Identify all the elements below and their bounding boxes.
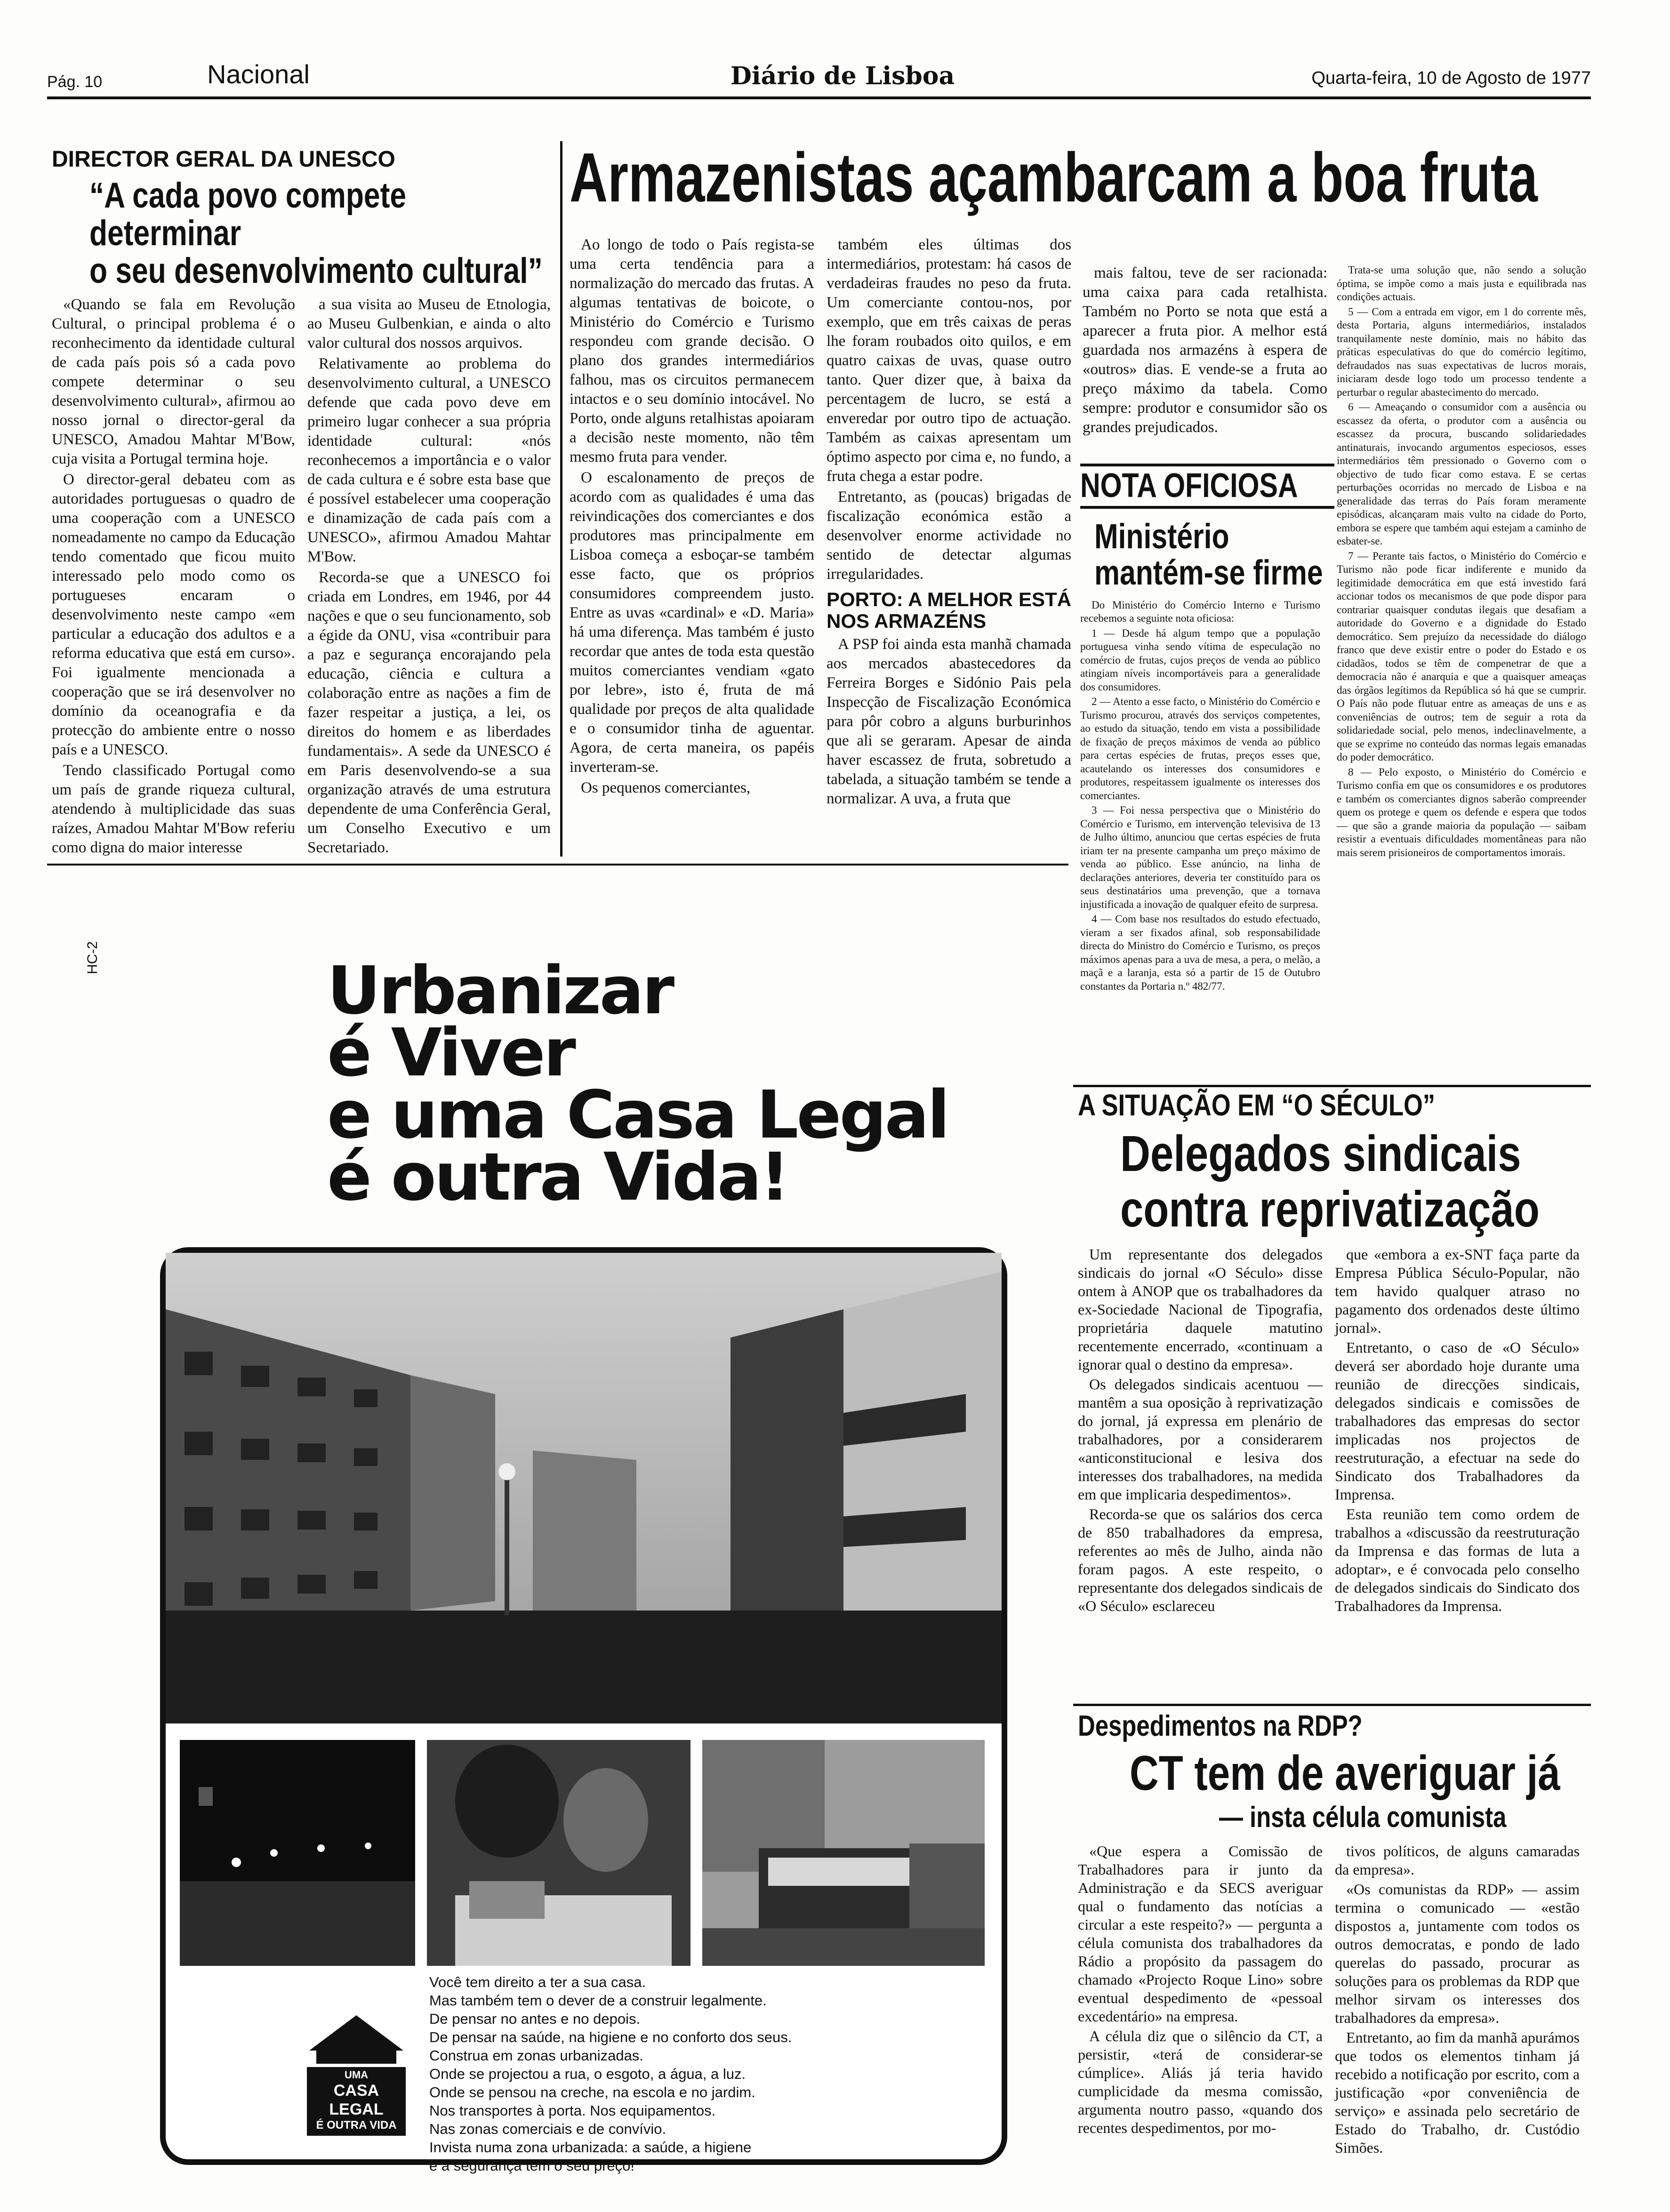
story-kicker: A SITUAÇÃO EM “O SÉCULO” (1078, 1088, 1436, 1122)
ad-body-copy (429, 1973, 792, 2175)
paragraph: Recorda-se que os salários dos cerca de 850 trabalhadores da empresa, referentes ao mês de Julho, ainda não foram pagos. A este respeito, o representante dos delegados sindicais de «O Século» esclareceu (1078, 1506, 1323, 1615)
story-fruta-continued (1083, 264, 1327, 461)
paragraph: «Que espera a Comissão de Trabalhadores para ir junto da Administração e da SECS averiguar qual o fundamento das notícias a circular a este respeito?» — pergunta a célula comunista dos trabalhadores da Rádio a propósito da passagem do chamado «Projecto Roque Lino» sobre eventual despedimento de «pessoal excedentário» na empresa. (1078, 1843, 1323, 2025)
paragraph: também eles últimas dos intermediários, protestam: há casos de verdadeiras fraudes no peso da fruta. Um comerciante contou-nos, por exemplo, que em três caixas de peras lhe foram roubados oito quilos, e em quatro caixas de uvas, quase outro tanto. Quer dizer que, à baixa da percentagem de lucro, se está a enveredar por outro tipo de actuação. Também as caixas apresentam um óptimo aspecto por cima e, no fundo, a fruta chega a estar podre. (827, 236, 1071, 485)
paragraph: Entretanto, o caso de «O Século» deverá ser abordado hoje durante uma reunião de direcções sindicais, delegados sindicais e comissões de trabalhadores das empresas do sector implicadas nos projectos de reestruturação, a efectuar na sede do Sindicato dos Trabalhadores da Imprensa. (1335, 1339, 1580, 1503)
story-headline: Armazenistas açambarcam a boa fruta (570, 139, 1538, 216)
paragraph: A célula diz que o silêncio da CT, a persistir, «terá de considerar-se cúmplice». Aliás já teria havido cumplicidade da mesma comissão, argumenta noutro passo, «quando dos recentes despedimentos, por mo- (1078, 2028, 1323, 2137)
story-headline (89, 177, 564, 289)
page-number: Pág. 10 (47, 73, 103, 91)
story-headline: CT tem de averiguar já (1130, 1746, 1560, 1801)
paragraph: 6 — Ameaçando o consumidor com a ausência ou escassez da oferta, o produtor com a ausência ou escassez da procura, buscando solidariedades antinaturais, invocando argumentos especiosos, esses intermediários têm pressionado o Governo com o objectivo de tudo ficar como estava. E se certas perturbações ocorridas no mercado de Lisboa e na generalidade das terras do País foram meramente episódicas, alcançaram mais vulto na cidade do Porto, embora se espere que também aqui estejam a caminho de esbater-se. (1337, 401, 1586, 547)
paragraph: Tendo classificado Portugal como um país de grande riqueza cultural, atendendo à multiplicidade das suas raízes, Amadou Mahtar M'Bow referiu como digna do maior interesse (52, 762, 295, 857)
paragraph: «Quando se fala em Revolução Cultural, o principal problema é o reconhecimento da identidade cultural de cada país pois só a cada povo compete determinar o seu desenvolvimento cultural», afirmou ao nosso jornal o director-geral da UNESCO, Amadou Mahtar M'Bow, cuja visita a Portugal termina hoje. (52, 296, 295, 468)
apartment-blocks-photo (166, 1253, 1002, 1723)
story-headline (1094, 518, 1333, 591)
body-column-1 (1078, 1842, 1323, 2158)
paragraph: 8 — Pelo exposto, o Ministério do Comércio e Turismo confia em que os consumidores e os produtores e também os comerciantes dignos saberão compreender quem os protege e quem os defende e espera que todos — que são a grande maioria da população — saibam resistir a eventuais dificuldades momentâneas para não mais serem prisioneiros de comportamentos imorais. (1337, 766, 1586, 858)
story-body (1078, 1842, 1591, 2158)
copy-line: Mas também tem o dever de a construir legalmente. (429, 1992, 767, 2009)
copy-line: Nos transportes à porta. Nos equipamentos. (429, 2102, 716, 2119)
slogan-line: é outra Vida! (327, 1139, 788, 1216)
story-nota-oficiosa-col2 (1337, 264, 1591, 1078)
slogan-line: Urbanizar (327, 953, 673, 1029)
copy-line: Onde se projectou a rua, o esgoto, a água, a luz. (429, 2066, 746, 2082)
paragraph: Os delegados sindicais acentuou — mantêm a sua oposição à reprivatização do jornal, já expressa em plenário de trabalhadores, por a considerarem «anticonstitucional e lesiva dos interesses dos trabalhadores, na medida em que implicaria despedimentos». (1078, 1376, 1323, 1503)
subheading: PORTO: A MELHOR ESTÁ NOS ARMAZÉNS (827, 588, 1071, 633)
story-kicker: Despedimentos na RDP? (1078, 1710, 1363, 1742)
slogan-line: e uma Casa Legal (327, 1077, 948, 1154)
paragraph: O director-geral debateu com as autoridades portuguesas o quadro de uma cooperação com a UNESCO nomeadamente no campo da Educação tendo comentado que ficou muito interessado pelo modo como os portugueses encaram o desenvolvimento neste campo «em particular a educação dos adultos e a reforma educativa que está em curso». Foi igualmente mencionada a cooperação que se irá desenvolver no domínio da oceanografia e da protecção do ambiente entre o nosso país e a UNESCO. (52, 471, 295, 759)
story-subheadline: — insta célula comunista (1219, 1801, 1507, 1834)
slogan-line: é Viver (327, 1015, 574, 1091)
copy-line: Onde se pensou na creche, na escola e no jardim. (429, 2084, 755, 2100)
body-column-1 (1080, 599, 1320, 994)
copy-line: De pensar na saúde, na higiene e no conforto dos seus. (429, 2029, 792, 2045)
copy-line: Você tem direito a ter a sua casa. (429, 1974, 646, 1990)
paragraph: Entretanto, as (poucas) brigadas de fiscalização económica estão a desenvolver enorme actividade no sentido de detectar algumas irregularidades. (827, 489, 1071, 583)
story-o-seculo (1078, 1090, 1591, 1697)
paragraph: 2 — Atento a esse facto, o Ministério do Comércio e Turismo procurou, através dos serviços competentes, ao estudo da situação, tendo em vista a possibilidade de fixação de preços máximos de venda ao público para certas espécies de frutas, preços esses que, acautelando os interesses dos consumidores e produtores, respeitassem igualmente os interesses dos comerciantes. (1080, 696, 1320, 801)
paragraph: mais faltou, teve de ser racionada: uma caixa para cada retalhista. Também no Porto se nota que está a aparecer a fruta pior. A melhor está guardada nos armazéns à espera de «outros» dias. E vende-se a fruta ao preço máximo da tabela. Como sempre: produtor e consumidor são os grandes prejudicados. (1083, 264, 1327, 436)
story-body (1078, 1245, 1591, 1617)
paragraph: a sua visita ao Museu de Etnologia, ao Museu Gulbenkian, e ainda o alto valor cultural dos nossos arquivos. (307, 296, 551, 352)
body-column-3 (1083, 264, 1327, 437)
masthead (47, 59, 1591, 92)
section-rule (1073, 1704, 1591, 1706)
ad-photo-frame (160, 1247, 1007, 2174)
paragraph: que «embora a ex-SNT faça parte da Empresa Pública Século-Popular, não tem havido qualquer atraso no pagamento dos ordenados deste último jornal». (1335, 1246, 1580, 1337)
paragraph: Ao longo de todo o País regista-se uma certa tendência para a normalização do mercado das frutas. A algumas tentativas de boicote, o Ministério do Comércio e Turismo respondeu com grande decisão. O plano dos grandes intermediários falhou, mas os circuitos permanecem intactos e o seu domínio intocável. No Porto, onde alguns retalhistas apoiaram a decisão neste momento, não têm mesmo fruta para vender. (570, 236, 814, 466)
paragraph: 3 — Foi nessa perspectiva que o Ministério do Comércio e Turismo, em intervenção televisiva de 13 de Julho último, anunciou que certas espécies de fruta iriam ter na presente campanha um preço máximo de venda ao público. Esse anúncio, na linha de declarações anteriores, deveria ter constituído para os seus destinatários uma prevenção, que a tornava injustificada a inovação de qualquer efeito de surpresa. (1080, 804, 1320, 910)
house-icon (307, 2013, 406, 2065)
story-body (52, 295, 551, 859)
headline-line: Delegados sindicais (1120, 1125, 1521, 1182)
masthead-rule (47, 96, 1591, 99)
issue-date: Quarta-feira, 10 de Agosto de 1977 (1311, 68, 1591, 88)
logo-text: É OUTRA VIDA (316, 2119, 397, 2132)
copy-line: e a segurança têm o seu preço! (429, 2157, 634, 2174)
headline-line: “A cada povo compete determinar (89, 176, 406, 253)
night-street-photo (180, 1740, 415, 1966)
logo-text: CASA LEGAL (329, 2082, 384, 2118)
headline-line: Ministério (1094, 516, 1229, 556)
ad-slogan (327, 953, 948, 1216)
headline-line: mantém-se firme (1094, 553, 1323, 593)
casa-legal-logo (307, 2013, 406, 2159)
body-column-2 (1335, 1245, 1580, 1617)
bus-photo (702, 1740, 985, 1966)
advertisement (85, 899, 1059, 2203)
body-column-1 (1078, 1245, 1323, 1617)
paragraph: «Os comunistas da RDP» — assim termina o comunicado — «estão dispostos a, juntamente com todos os outros democratas, e pondo de lado querelas do passado, procurar as soluções para os problemas da RDP que melhor sirvam os interesses dos trabalhadores da empresa». (1335, 1881, 1580, 2027)
body-column-2 (307, 295, 551, 859)
body-column-2 (1335, 1842, 1580, 2158)
newspaper-title: Diário de Lisboa (730, 62, 955, 90)
children-photo (427, 1740, 690, 1966)
paragraph: O escalonamento de preços de acordo com as qualidades é uma das reivindicações dos comerciantes e dos produtores mas principalmente em Lisboa começa a esboçar-se também esse facto, que os próprios consumidores compreendem justo. Entre as uvas «cardinal» e «D. Maria» há uma diferença. Mas também é justo recordar que antes de toda esta questão muitos comerciantes vendiam «gato por lebre», isto é, fruta de má qualidade por preços de alta qualidade e o consumidor tinha de aguentar. Agora, de certa maneira, os papéis inverteram-se. (570, 469, 814, 776)
paragraph: Relativamente ao problema do desenvolvimento cultural, a UNESCO defende que cada povo deve em primeiro lugar conhecer a sua própria identidade cultural: «nós reconhecemos a importância e o valor de cada cultura e é sobre esta base que é possível estabelecer uma cooperação e dinamização de cada país com a UNESCO», afirmou Amadou Mahtar M'Bow. (307, 355, 551, 566)
paragraph: Um representante dos delegados sindicais do jornal «O Século» disse ontem à ANOP que os trabalhadores da ex-Sociedade Nacional de Tipografia, proprietária daquele matutino recentemente encerrado, «continuam a ignorar qual o destino da empresa». (1078, 1246, 1323, 1373)
story-nota-oficiosa (1080, 464, 1334, 1075)
section-rule (47, 864, 1068, 866)
paragraph: 7 — Perante tais factos, o Ministério do Comércio e Turismo não pode ficar indiferente e munido da legitimidade democrática em que está investido fará accionar todos os mecanismos de que pode dispor para contrariar quaisquer condutas ilegais que desafiam a autoridade do Governo e a dignidade do Estado democrático. Sem prejuízo da necessidade do diálogo franco que deve existir entre o poder do Estado e os cidadãos, todos se têm de compenetrar de que a democracia não é anarquia e que a quaisquer ameaças das órgãos legítimos da República só há que se cumprir. O País não pode flutuar entre as ameaças de uns e as conveniências de outros; tem de seguir a rota da solidariedade social, pelo menos, indeclinavelmente, a que se exprime no conteúdo das normas legais emanadas do poder democrático. (1337, 550, 1586, 763)
copy-line: Invista numa zona urbanizada: a saúde, a higiene (429, 2139, 752, 2156)
body-column-1 (52, 295, 295, 859)
paragraph: Entretanto, ao fim da manhã apurámos que todos os elementos tinham já recebido a notificação por escrito, com a justificação «por conveniência de serviço» e assinada pelo secretário de Estado do Trabalho, dr. Custódio Simões. (1335, 2029, 1580, 2156)
paragraph: Recorda-se que a UNESCO foi criada em Londres, em 1946, por 44 nações e que o seu funcionamento, sob a égide da ONU, visa «contribuir para a paz e segurança encorajando pela educação, ciência e cultura a colaboração entre as nações a fim de fazer respeitar a justiça, a lei, os direitos do homem e as liberdades fundamentais». A sede da UNESCO é em Paris desenvolvendo-se a sua organização através de uma estrutura dependente de uma Conferência Geral, um Conselho Executivo e um Secretariado. (307, 569, 551, 857)
paragraph: 1 — Desde há algum tempo que a população portuguesa vinha sendo vítima de especulação no comércio de frutas, cujos preços de venda ao público atingiam níveis incomportáveis para a generalidade dos consumidores. (1080, 627, 1320, 693)
paragraph: A PSP foi ainda esta manhã chamada aos mercados abastecedores da Ferreira Borges e Sidónio Pais pela Inspecção de Fiscalização Económica para pôr cobro a alguns burburinhos que ali se geraram. Apesar de ainda haver escassez de fruta, sobretudo a tabelada, a situação também se tende a normalizar. A uva, a fruta que (827, 636, 1071, 808)
story-body (570, 235, 1073, 828)
section-rule (1073, 1085, 1591, 1087)
logo-text: UMA (344, 2069, 369, 2081)
story-headline (1120, 1126, 1661, 1237)
paragraph: tivos políticos, de alguns camaradas da empresa». (1335, 1843, 1580, 1878)
paragraph: Do Ministério do Comércio Interno e Turismo recebemos a seguinte nota oficiosa: (1080, 599, 1320, 625)
body-column-2 (827, 235, 1071, 828)
headline-line: o seu desenvolvimento cultural” (89, 250, 543, 291)
paragraph: Os pequenos comerciantes, (581, 779, 751, 797)
story-unesco (52, 146, 551, 857)
story-rdp (1078, 1711, 1591, 2207)
kicker-bar (1080, 464, 1334, 509)
paragraph: 4 — Com base nos resultados do estudo efectuado, vieram a ser fixados afinal, sob responsabilidade directa do Ministro do Comércio e Turismo, os preços máximos apenas para a uva de mesa, a pera, o melão, a maçã e a laranja, esta só a partir de 15 de Outubro constantes da Portaria n.º 482/77. (1080, 913, 1320, 992)
copy-line: Construa em zonas urbanizadas. (429, 2047, 643, 2064)
ad-code: HC-2 (85, 941, 100, 974)
copy-line: De pensar no antes e no depois. (429, 2011, 641, 2027)
body-column-2 (1337, 264, 1586, 859)
paragraph: 5 — Com a entrada em vigor, em 1 do corrente mês, desta Portaria, alguns intermediários, instalados tranquilamente neste domínio, mais no hábito das práticas especulativas do que do comércio legítimo, defraudados nas suas expectativas de lucros morais, iniciaram desde logo todo um processo tendente a perturbar o regular abastecimento do mercado. (1337, 305, 1586, 398)
body-column-1 (570, 235, 814, 828)
paragraph: Esta reunião tem como ordem de trabalhos a «discussão da reestruturação da Imprensa e das formas de luta a adoptar», e é convocada pelo conselho de delegados sindicais do Sindicato dos Trabalhadores da Imprensa. (1335, 1506, 1580, 1615)
headline-line: contra reprivatização (1120, 1180, 1540, 1238)
copy-line: Nas zonas comerciais e de convívio. (429, 2121, 666, 2137)
story-kicker: NOTA OFICIOSA (1080, 467, 1298, 505)
story-kicker: DIRECTOR GERAL DA UNESCO (52, 147, 395, 172)
section-name: Nacional (207, 59, 310, 89)
paragraph: Trata-se uma solução que, não sendo a solução óptima, se impõe como a mais justa e equilibrada nas condições actuais. (1337, 264, 1586, 303)
